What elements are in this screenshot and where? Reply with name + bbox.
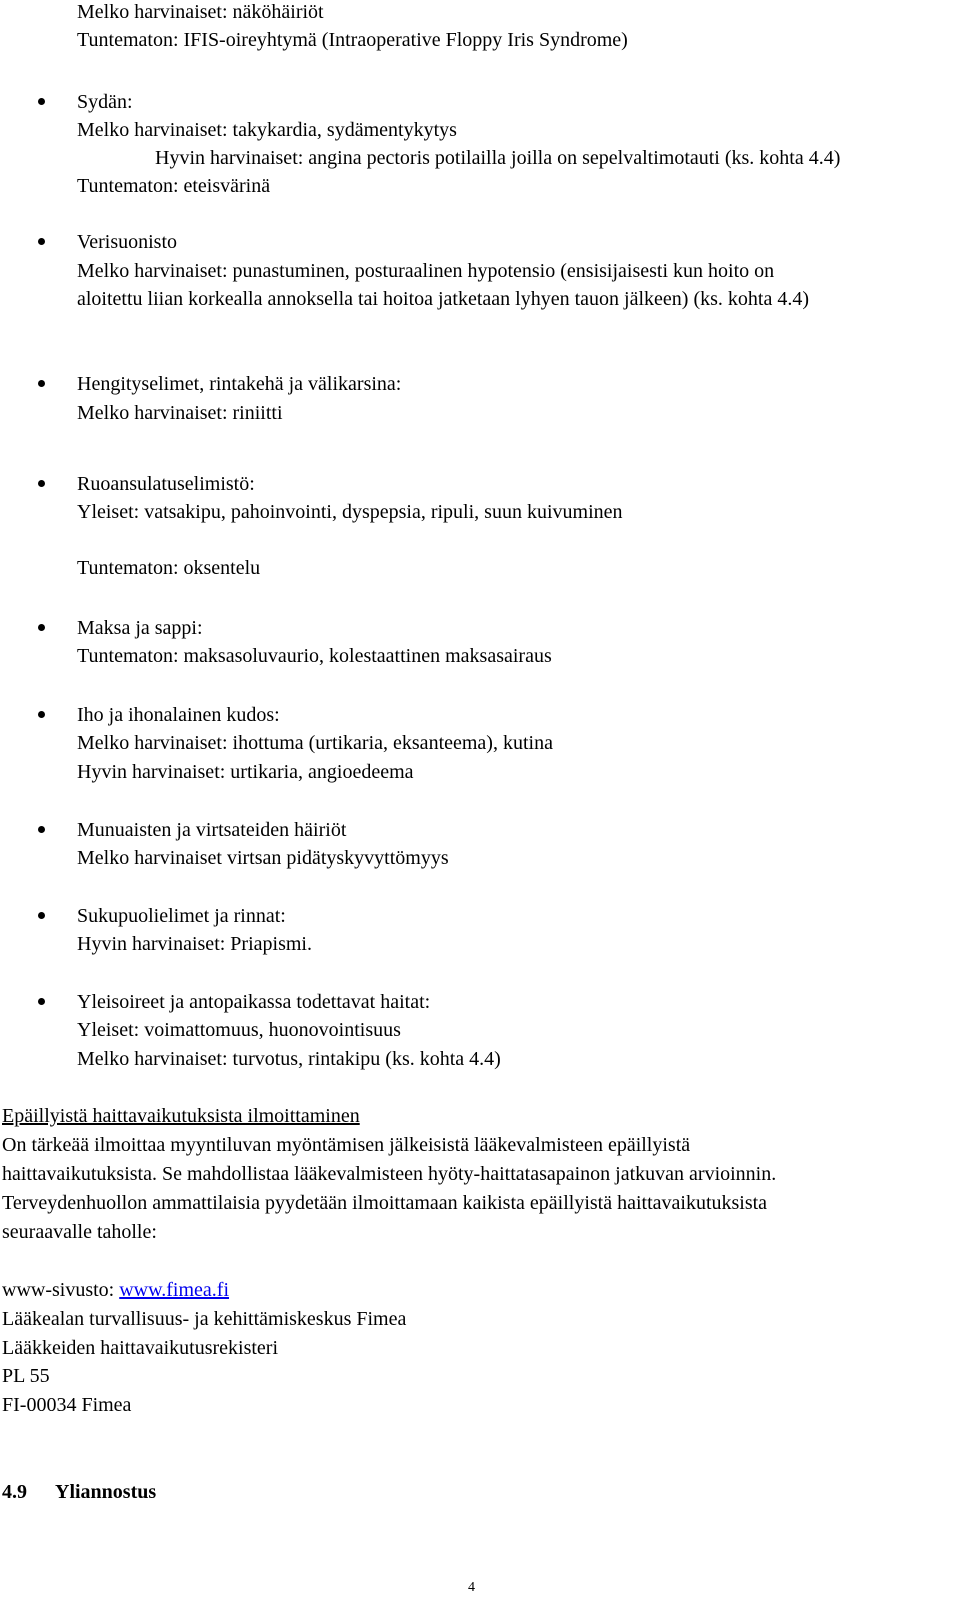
bullet-icon: [38, 826, 45, 833]
section-title: Hengityselimet, rintakehä ja välikarsina:: [77, 373, 402, 395]
section-title: Yleisoireet ja antopaikassa todettavat haitat:: [77, 991, 431, 1013]
text-line: Melko harvinaiset: takykardia, sydämentykytys: [77, 119, 457, 141]
text-line: seuraavalle taholle:: [2, 1221, 157, 1243]
bullet-icon: [38, 480, 45, 487]
text-line: Melko harvinaiset: ihottuma (urtikaria, eksanteema), kutina: [77, 732, 553, 754]
text-line: Hyvin harvinaiset: urtikaria, angioedeema: [77, 761, 414, 783]
reporting-heading: Epäillyistä haittavaikutuksista ilmoittaminen: [2, 1105, 360, 1127]
page-number: 4: [468, 1580, 475, 1595]
text-line: Tuntematon: maksasoluvaurio, kolestaattinen maksasairaus: [77, 645, 552, 667]
section-number: 4.9: [2, 1481, 27, 1503]
address-line: Lääkealan turvallisuus- ja kehittämiskeskus Fimea: [2, 1308, 407, 1330]
text-line: Hyvin harvinaiset: angina pectoris potilailla joilla on sepelvaltimotauti (ks. kohta 4.4): [155, 147, 841, 169]
text-line: aloitettu liian korkealla annoksella tai hoitoa jatketaan lyhyen tauon jälkeen) (ks. kohta 4.4): [77, 288, 809, 310]
section-title: Sukupuolielimet ja rinnat:: [77, 905, 286, 927]
section-title: Maksa ja sappi:: [77, 617, 203, 639]
text-line: Hyvin harvinaiset: Priapismi.: [77, 933, 312, 955]
bullet-icon: [38, 380, 45, 387]
website-label: www-sivusto:: [2, 1279, 120, 1301]
bullet-icon: [38, 98, 45, 105]
section-title: Iho ja ihonalainen kudos:: [77, 704, 280, 726]
section-title: Munuaisten ja virtsateiden häiriöt: [77, 819, 347, 841]
text-line: Yleiset: vatsakipu, pahoinvointi, dyspepsia, ripuli, suun kuivuminen: [77, 501, 623, 523]
website-line: [2, 1278, 229, 1302]
bullet-icon: [38, 912, 45, 919]
text-line: Melko harvinaiset: punastuminen, posturaalinen hypotensio (ensisijaisesti kun hoito on: [77, 260, 775, 282]
text-line: Tuntematon: oksentelu: [77, 557, 261, 579]
address-line: FI-00034 Fimea: [2, 1394, 132, 1416]
text-line: Tuntematon: eteisvärinä: [77, 175, 271, 197]
text-line: Melko harvinaiset: näköhäiriöt: [77, 1, 324, 23]
bullet-icon: [38, 711, 45, 718]
address-line: Lääkkeiden haittavaikutusrekisteri: [2, 1337, 279, 1359]
section-heading: [2, 1480, 156, 1504]
text-line: Yleiset: voimattomuus, huonovointisuus: [77, 1019, 401, 1041]
section-title: Verisuonisto: [77, 231, 177, 253]
bullet-icon: [38, 238, 45, 245]
text-line: Melko harvinaiset: turvotus, rintakipu (ks. kohta 4.4): [77, 1048, 501, 1070]
text-line: Terveydenhuollon ammattilaisia pyydetään ilmoittamaan kaikista epäillyistä haittavaikutuksista: [2, 1192, 768, 1214]
text-line: On tärkeää ilmoittaa myyntiluvan myöntämisen jälkeisistä lääkevalmisteen epäillyistä: [2, 1134, 691, 1156]
bullet-icon: [38, 624, 45, 631]
text-line: haittavaikutuksista. Se mahdollistaa lääkevalmisteen hyöty-haittatasapainon jatkuvan arvioinnin.: [2, 1163, 777, 1185]
text-line: Melko harvinaiset virtsan pidätyskyvyttömyys: [77, 847, 449, 869]
section-title: Ruoansulatuselimistö:: [77, 473, 255, 495]
text-line: Melko harvinaiset: riniitti: [77, 402, 283, 424]
text-line: Tuntematon: IFIS-oireyhtymä (Intraoperative Floppy Iris Syndrome): [77, 29, 628, 51]
bullet-icon: [38, 998, 45, 1005]
section-heading-title: Yliannostus: [55, 1481, 157, 1503]
address-line: PL 55: [2, 1365, 50, 1387]
fimea-link[interactable]: www.fimea.fi: [119, 1279, 230, 1301]
section-title: Sydän:: [77, 91, 133, 113]
